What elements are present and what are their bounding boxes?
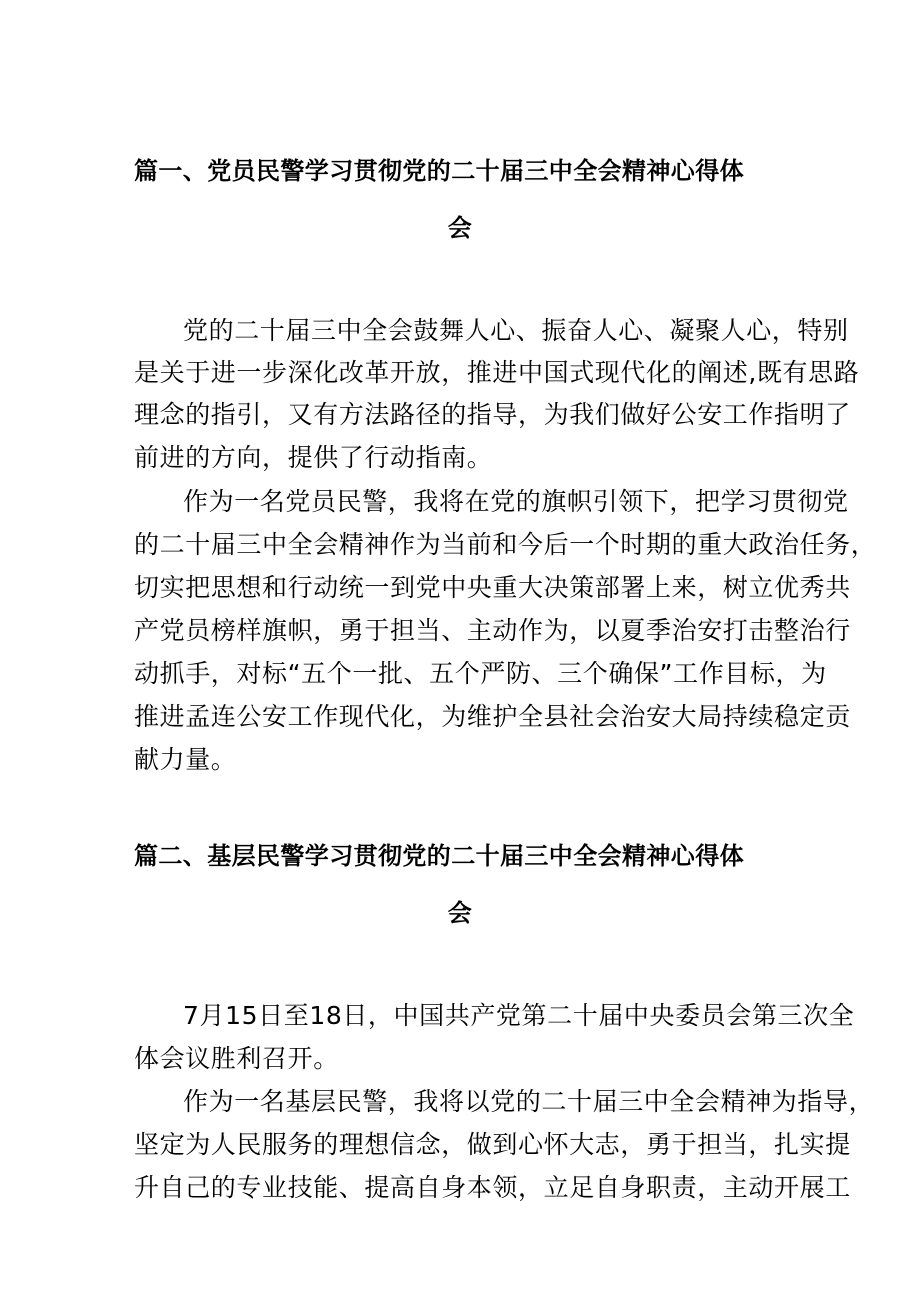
paragraph-line: 7月15日至18日，中国共产党第二十届中央委员会第三次全 (183, 1001, 855, 1030)
paragraph-line: 作为一名党员民警，我将在党的旗帜引领下，把学习贯彻党 (183, 487, 849, 516)
paragraph-line: 是关于进一步深化改革开放，推进中国式现代化的阐述,既有思路 (134, 358, 860, 387)
section-2-heading: 篇二、基层民警学习贯彻党的二十届三中全会精神心得体 (134, 842, 744, 870)
paragraph-line: 献力量。 (134, 745, 237, 774)
paragraph-line: 动抓手，对标“五个一批、五个严防、三个确保”工作目标，为 (134, 659, 827, 688)
paragraph-line: 前进的方向，提供了行动指南。 (134, 443, 493, 472)
paragraph-line: 切实把思想和行动统一到党中央重大决策部署上来，树立优秀共 (134, 573, 851, 602)
paragraph-line: 推进孟连公安工作现代化，为维护全县社会治安大局持续稳定贡 (134, 702, 851, 731)
section-1-heading-continuation: 会 (447, 214, 473, 242)
section-2-heading-continuation: 会 (447, 899, 473, 927)
paragraph-line: 理念的指引，又有方法路径的指导，为我们做好公安工作指明了 (134, 400, 851, 429)
paragraph-line: 产党员榜样旗帜，勇于担当、主动作为，以夏季治安打击整治行 (134, 616, 851, 645)
paragraph-line: 作为一名基层民警，我将以党的二十届三中全会精神为指导， (183, 1087, 875, 1116)
paragraph-line: 坚定为人民服务的理想信念，做到心怀大志，勇于担当，扎实提 (134, 1130, 851, 1159)
paragraph-line: 体会议胜利召开。 (134, 1044, 339, 1073)
paragraph-line: 党的二十届三中全会鼓舞人心、振奋人心、凝聚人心，特别 (183, 316, 849, 345)
paragraph-line: 升自己的专业技能、提高自身本领，立足自身职责，主动开展工 (134, 1173, 851, 1202)
paragraph-line: 的二十届三中全会精神作为当前和今后一个时期的重大政治任务， (134, 530, 877, 559)
section-1-heading: 篇一、党员民警学习贯彻党的二十届三中全会精神心得体 (134, 157, 744, 185)
